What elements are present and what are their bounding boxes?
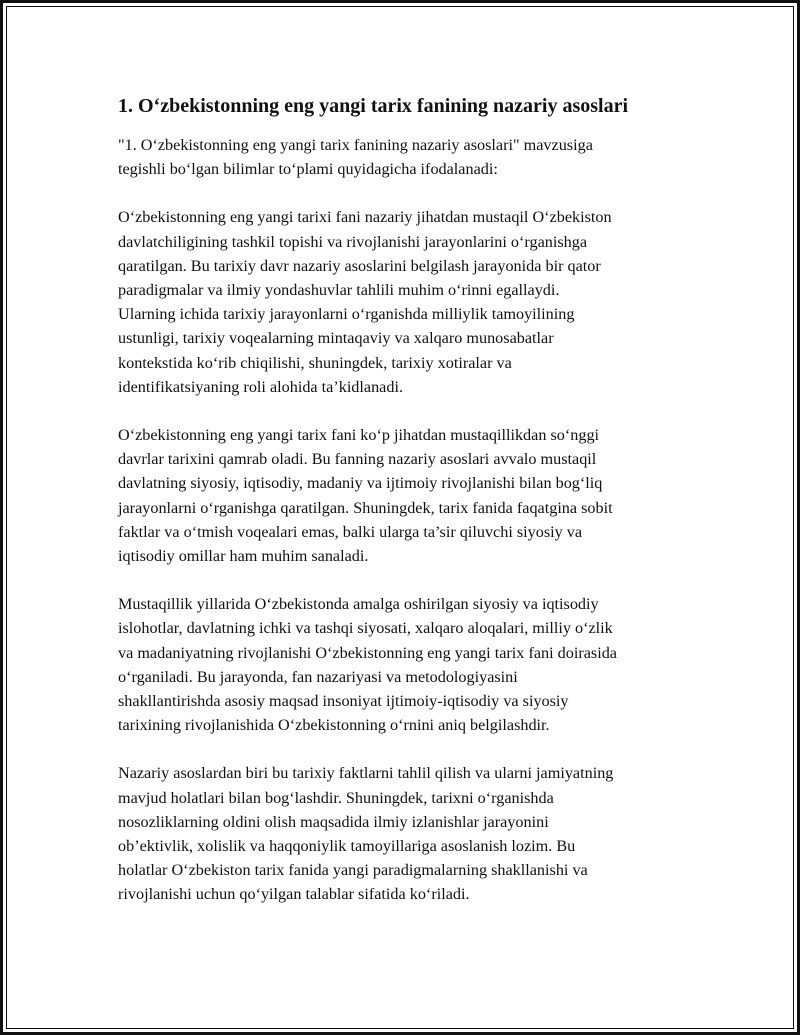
text-line: davrlar tarixini qamrab oladi. Bu fanning nazariy asoslari avvalo mustaqil xyxy=(118,450,597,469)
text-line: O‘zbekistonning eng yangi tarixi fani nazariy jihatdan mustaqil O‘zbekiston xyxy=(118,208,612,227)
text-line: "1. O‘zbekistonning eng yangi tarix fanining nazariy asoslari" mavzusiga xyxy=(118,136,593,154)
text-line: davlatchiligining tashkil topishi va rivojlanishi jarayonlarini o‘rganishga xyxy=(118,232,588,251)
text-line: Nazariy asoslardan biri bu tarixiy faktlarni tahlil qilish va ularni jamiyatning xyxy=(118,764,614,783)
text-line: iqtisodiy omillar ham muhim sanaladi. xyxy=(118,547,369,566)
paragraph-2 xyxy=(118,205,698,399)
text-line: O‘zbekistonning eng yangi tarix fani ko‘p jihatdan mustaqillikdan so‘nggi xyxy=(118,426,600,445)
text-line: qaratilgan. Bu tarixiy davr nazariy asoslarini belgilash jarayonida bir qator xyxy=(118,256,601,275)
text-line: faktlar va o‘tmish voqealari emas, balki ularga ta’sir qiluvchi siyosiy va xyxy=(118,522,583,541)
text-line: ob’ektivlik, xolislik va haqqoniylik tamoyillariga asoslanish lozim. Bu xyxy=(118,837,576,856)
text-line: tarixining rivojlanishida O‘zbekistonning o‘rnini aniq belgilashdir. xyxy=(118,716,550,735)
text-line: va madaniyatning rivojlanishi O‘zbekistonning eng yangi tarix fani doirasida xyxy=(118,643,617,662)
text-line: tegishli bo‘lgan bilimlar to‘plami quyidagicha ifodalanadi: xyxy=(118,160,498,179)
paragraph-5 xyxy=(118,761,698,906)
text-line: o‘rganiladi. Bu jarayonda, fan nazariyasi va metodologiyasini xyxy=(118,667,518,686)
text-line: Mustaqillik yillarida O‘zbekistonda amalga oshirilgan siyosiy va iqtisodiy xyxy=(118,595,599,614)
document-body xyxy=(118,93,698,931)
text-line: ustunligi, tarixiy voqealarning mintaqaviy va xalqaro munosabatlar xyxy=(118,329,554,348)
text-line: islohotlar, davlatning ichki va tashqi siyosati, xalqaro aloqalari, milliy o‘zlik xyxy=(118,619,613,638)
text-line: Ularning ichida tarixiy jarayonlarni o‘rganishda milliylik tamoyilining xyxy=(118,305,575,324)
paragraph-intro xyxy=(118,133,698,181)
text-line: davlatning siyosiy, iqtisodiy, madaniy va ijtimoiy rivojlanishi bilan bog‘liq xyxy=(118,474,603,493)
text-line: jarayonlarni o‘rganishga qaratilgan. Shuningdek, tarix fanida faqatgina sobit xyxy=(118,498,613,517)
text-line: rivojlanishi uchun qo‘yilgan talablar sifatida ko‘riladi. xyxy=(118,885,470,904)
text-line: kontekstida ko‘rib chiqilishi, shuningdek, tarixiy xotiralar va xyxy=(118,353,512,372)
paragraph-4 xyxy=(118,592,698,737)
text-line: paradigmalar va ilmiy yondashuvlar tahlili muhim o‘rinni egallaydi. xyxy=(118,281,560,300)
text-line: identifikatsiyaning roli alohida ta’kidlanadi. xyxy=(118,377,404,396)
paragraph-3 xyxy=(118,423,698,568)
text-line: shakllantirishda asosiy maqsad insoniyat ijtimoiy-iqtisodiy va siyosiy xyxy=(118,692,569,711)
text-line: mavjud holatlari bilan bog‘lashdir. Shuningdek, tarixni o‘rganishda xyxy=(118,788,554,807)
document-title: 1. O‘zbekistonning eng yangi tarix fanining nazariy asoslari xyxy=(118,95,629,117)
text-line: holatlar O‘zbekiston tarix fanida yangi paradigmalarning shakllanishi va xyxy=(118,861,588,880)
text-line: nosozliklarning oldini olish maqsadida ilmiy izlanishlar jarayonini xyxy=(118,812,549,831)
